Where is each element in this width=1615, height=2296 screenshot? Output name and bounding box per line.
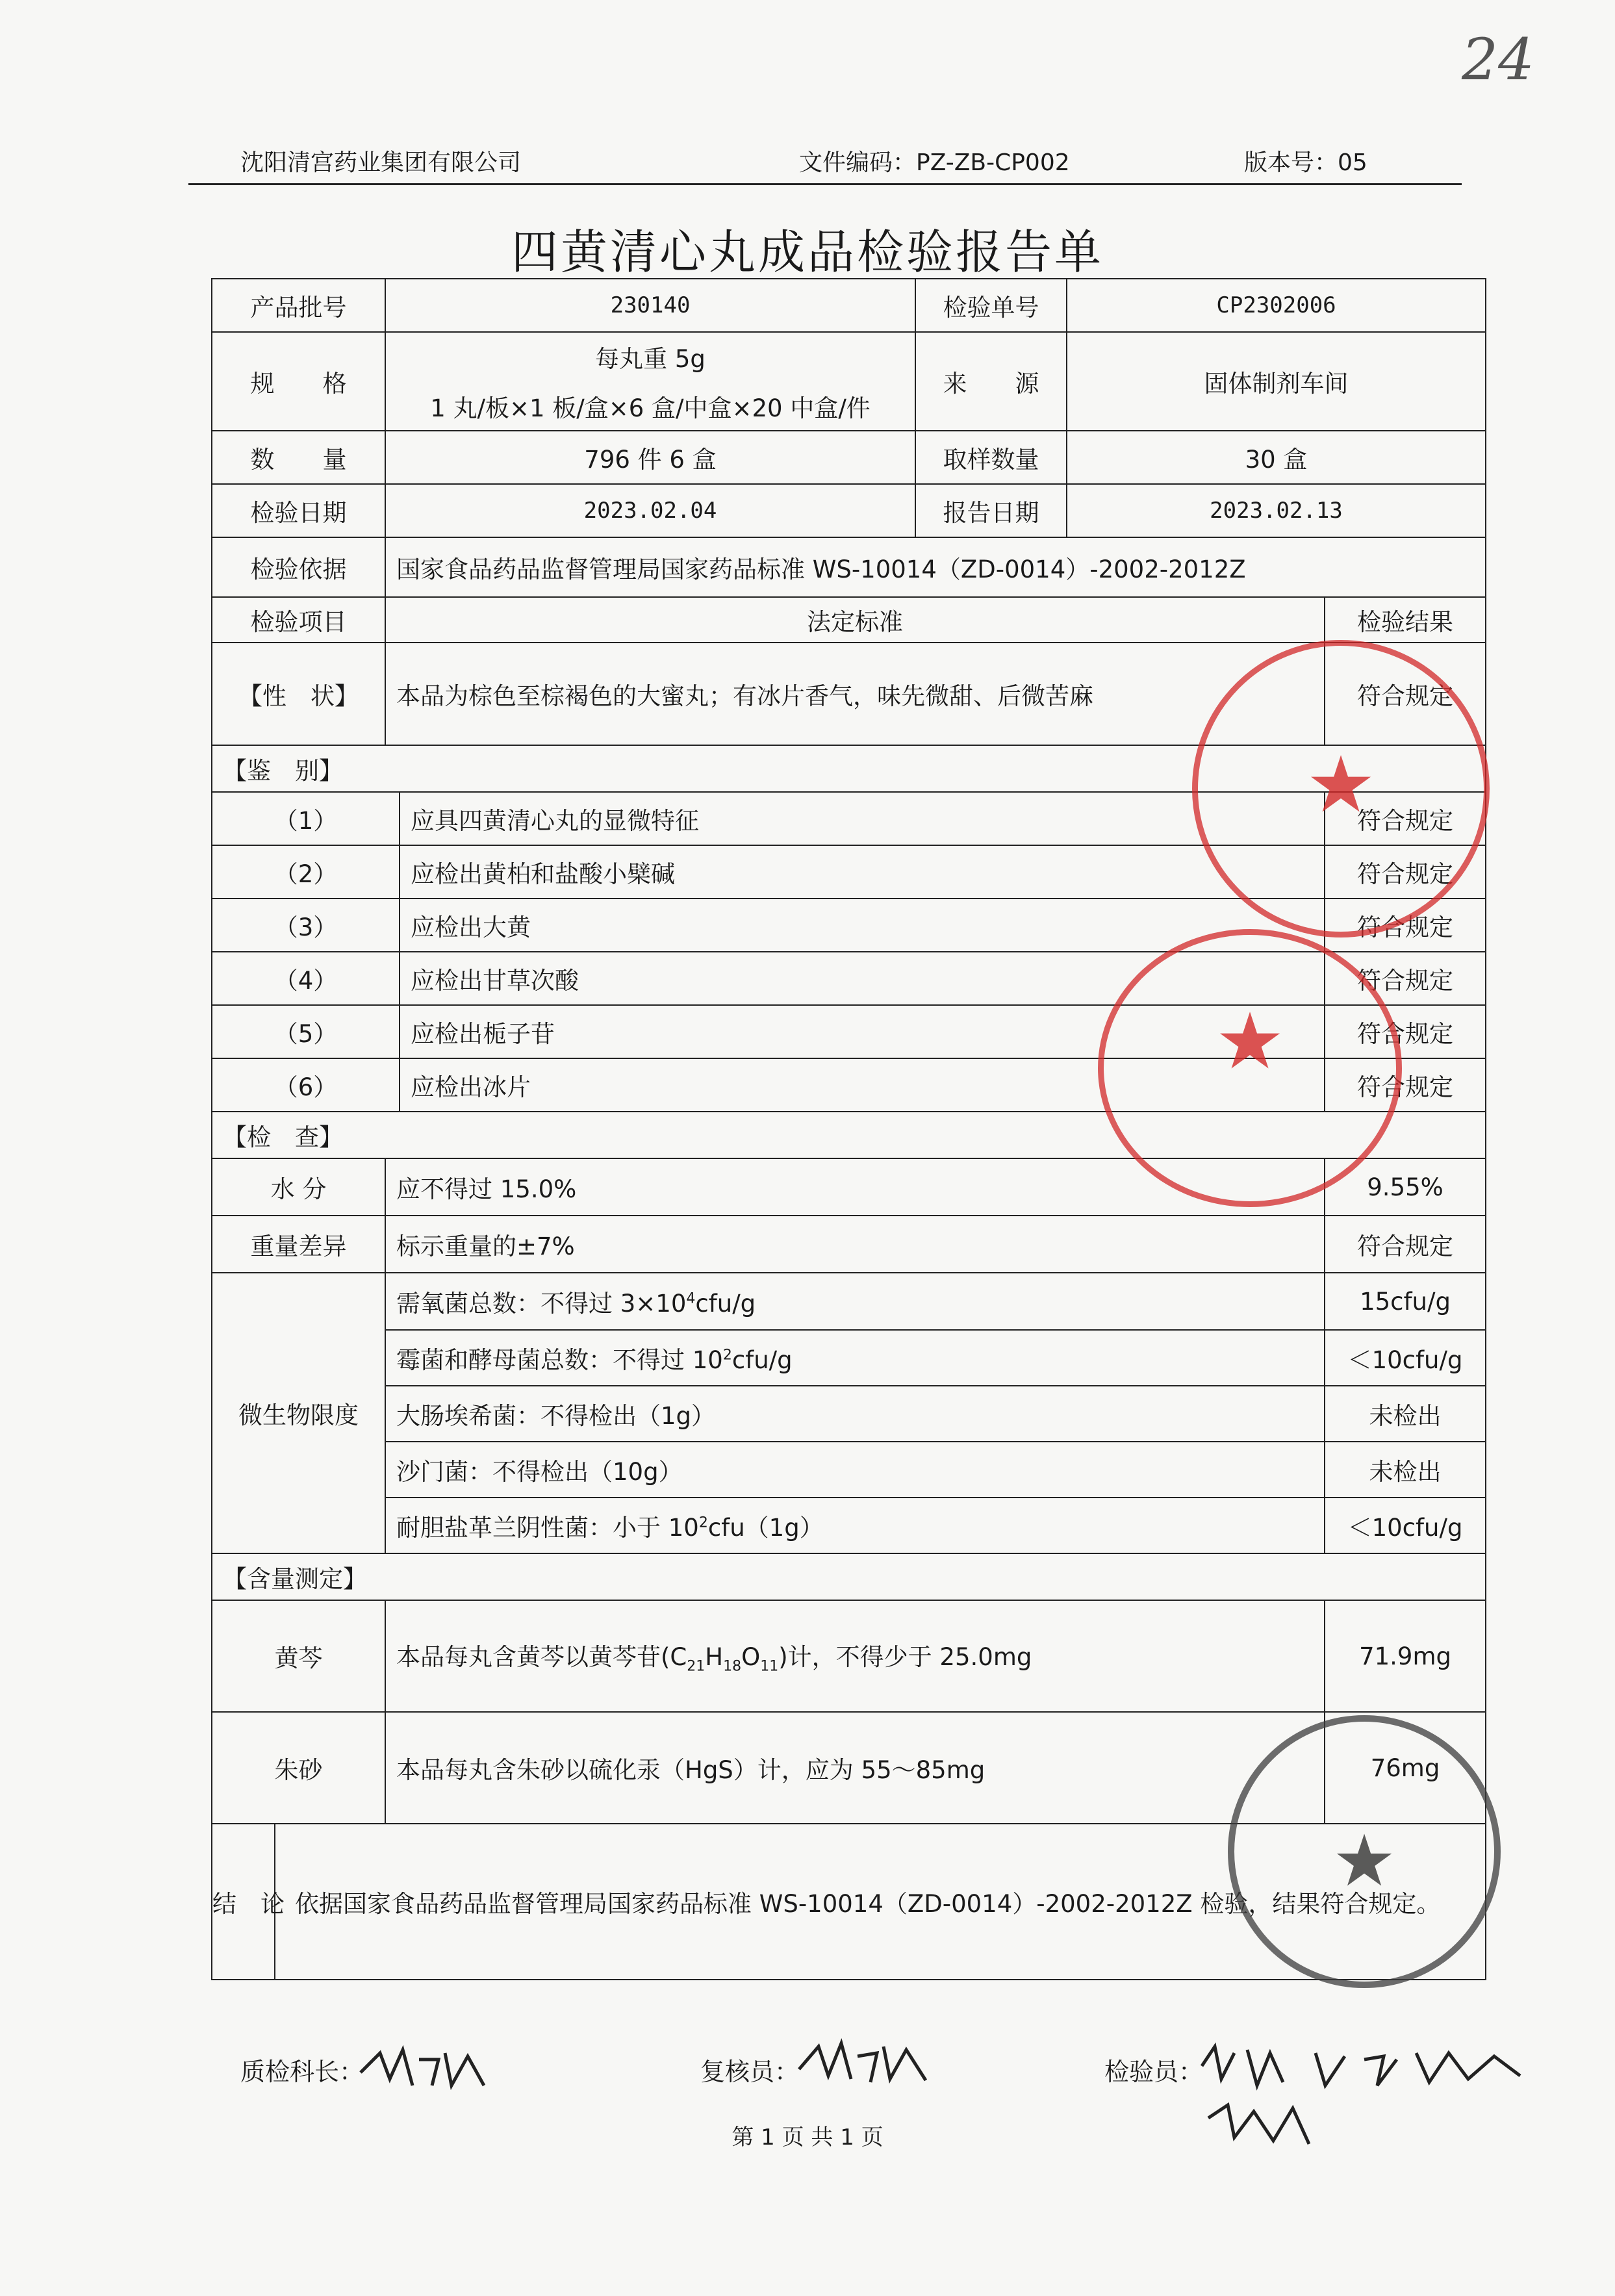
huangqin-standard-text: 本品每丸含黄芩以黄芩苷(C xyxy=(396,1643,687,1672)
micro-standard-text: 需氧菌总数：不得过 3×10 xyxy=(396,1290,687,1318)
page-mark: 24 xyxy=(1462,26,1534,93)
id-standard: 应具四黄清心丸的显微特征 xyxy=(400,792,1325,845)
micro-standard-text: 霉菌和酵母菌总数：不得过 10 xyxy=(396,1346,723,1374)
header-divider xyxy=(188,183,1462,185)
id-result: 符合规定 xyxy=(1325,952,1486,1005)
huangqin-standard xyxy=(385,1600,1325,1712)
star-icon: ★ xyxy=(1215,997,1285,1087)
id-result: 符合规定 xyxy=(1325,899,1486,952)
micro-standard xyxy=(385,1386,1325,1442)
micro-result: ＜10cfu/g xyxy=(1325,1498,1486,1553)
col-header-result: 检验结果 xyxy=(1325,597,1486,643)
micro-standard xyxy=(385,1498,1325,1553)
micro-standard-text: 耐胆盐革兰阴性菌：小于 10 xyxy=(396,1514,699,1542)
micro-standard-text: 沙门菌：不得检出（10g） xyxy=(396,1458,683,1486)
huangqin-standard-tail: )计，不得少于 25.0mg xyxy=(778,1643,1032,1672)
zhusha-name: 朱砂 xyxy=(212,1712,385,1824)
test-date-value: 2023.02.04 xyxy=(385,484,915,537)
exponent: 2 xyxy=(698,1514,708,1531)
micro-name: 微生物限度 xyxy=(212,1273,385,1553)
spec-line-1: 每丸重 5g xyxy=(595,345,706,373)
report-date-value: 2023.02.13 xyxy=(1067,484,1486,537)
appearance-label: 【性 状】 xyxy=(212,643,385,745)
weight-standard: 标示重量的±7% xyxy=(385,1216,1325,1273)
micro-standard xyxy=(385,1442,1325,1498)
micro-standard-unit: cfu（1g） xyxy=(707,1514,824,1542)
id-standard: 应检出甘草次酸 xyxy=(400,952,1325,1005)
id-no: （3） xyxy=(212,899,400,952)
page-title: 四黄清心丸成品检验报告单 xyxy=(511,225,1104,279)
order-label: 检验单号 xyxy=(915,279,1067,332)
order-value: CP2302006 xyxy=(1067,279,1486,332)
id-standard: 应检出大黄 xyxy=(400,899,1325,952)
formula-atom: O xyxy=(741,1643,761,1672)
quantity-label: 数 量 xyxy=(212,431,385,484)
appearance-result: 符合规定 xyxy=(1325,643,1486,745)
micro-standard-unit: cfu/g xyxy=(695,1290,756,1318)
inspection-header: 【检 查】 xyxy=(212,1112,1486,1158)
micro-standard-text: 大肠埃希菌：不得检出（1g） xyxy=(396,1402,716,1430)
batch-value: 230140 xyxy=(385,279,915,332)
huangqin-result: 71.9mg xyxy=(1325,1600,1486,1712)
batch-label: 产品批号 xyxy=(212,279,385,332)
id-no: （1） xyxy=(212,792,400,845)
micro-standard xyxy=(385,1330,1325,1386)
page-footer: 第 1 页 共 1 页 xyxy=(731,2124,884,2150)
spec-label: 规 格 xyxy=(212,332,385,431)
chief-label: 质检科长： xyxy=(240,2058,364,2086)
weight-result: 符合规定 xyxy=(1325,1216,1486,1273)
file-code: 文件编码：PZ-ZB-CP002 xyxy=(799,149,1070,176)
quantity-value: 796 件 6 盒 xyxy=(385,431,915,484)
micro-standard-unit: cfu/g xyxy=(731,1346,793,1374)
col-header-standard: 法定标准 xyxy=(385,597,1325,643)
zhusha-standard: 本品每丸含朱砂以硫化汞（HgS）计，应为 55～85mg xyxy=(385,1712,1325,1824)
spec-line-2: 1 丸/板×1 板/盒×6 盒/中盒×20 中盒/件 xyxy=(430,394,871,422)
micro-result: 未检出 xyxy=(1325,1386,1486,1442)
star-icon: ★ xyxy=(1332,1819,1397,1902)
water-name: 水 分 xyxy=(212,1158,385,1216)
company-name: 沈阳清宫药业集团有限公司 xyxy=(240,149,522,176)
spec-value xyxy=(385,332,915,431)
reviewer-label: 复核员： xyxy=(700,2058,800,2086)
id-result: 符合规定 xyxy=(1325,792,1486,845)
basis-value: 国家食品药品监督管理局国家药品标准 WS-10014（ZD-0014）-2002-2012Z xyxy=(385,537,1486,597)
test-date-label: 检验日期 xyxy=(212,484,385,537)
weight-name: 重量差异 xyxy=(212,1216,385,1273)
appearance-standard: 本品为棕色至棕褐色的大蜜丸；有冰片香气，味先微甜、后微苦麻 xyxy=(385,643,1325,745)
micro-result: ＜10cfu/g xyxy=(1325,1330,1486,1386)
zhusha-result: 76mg xyxy=(1325,1712,1486,1824)
micro-result: 未检出 xyxy=(1325,1442,1486,1498)
basis-label: 检验依据 xyxy=(212,537,385,597)
source-value: 固体制剂车间 xyxy=(1067,332,1486,431)
id-result: 符合规定 xyxy=(1325,1005,1486,1058)
water-standard: 应不得过 15.0% xyxy=(385,1158,1325,1216)
id-no: （2） xyxy=(212,845,400,899)
id-no: （5） xyxy=(212,1005,400,1058)
sample-label: 取样数量 xyxy=(915,431,1067,484)
version-number: 版本号：05 xyxy=(1244,149,1367,176)
huangqin-name: 黄芩 xyxy=(212,1600,385,1712)
quality-stamp-1 xyxy=(1192,640,1490,938)
source-label: 来 源 xyxy=(915,332,1067,431)
water-result: 9.55% xyxy=(1325,1158,1486,1216)
reviewer-signature xyxy=(793,2034,935,2101)
id-standard: 应检出黄柏和盐酸小檗碱 xyxy=(400,845,1325,899)
sample-value: 30 盒 xyxy=(1067,431,1486,484)
formula-atom: H xyxy=(705,1643,724,1672)
id-standard: 应检出冰片 xyxy=(400,1058,1325,1112)
chief-signature xyxy=(354,2040,497,2108)
id-no: （4） xyxy=(212,952,400,1005)
company-stamp xyxy=(1228,1715,1501,1988)
micro-result: 15cfu/g xyxy=(1325,1273,1486,1330)
inspector-label: 检验员： xyxy=(1104,2058,1204,2086)
id-standard: 应检出栀子苷 xyxy=(400,1005,1325,1058)
inspector-signatures xyxy=(1195,2040,1533,2173)
id-result: 符合规定 xyxy=(1325,845,1486,899)
star-icon: ★ xyxy=(1306,740,1376,830)
exponent: 2 xyxy=(722,1347,732,1364)
quality-stamp-2 xyxy=(1098,929,1402,1207)
col-header-item: 检验项目 xyxy=(212,597,385,643)
id-result: 符合规定 xyxy=(1325,1058,1486,1112)
id-no: （6） xyxy=(212,1058,400,1112)
exponent: 4 xyxy=(686,1290,696,1307)
subscript: 18 xyxy=(723,1658,742,1675)
conclusion-label: 结 论 xyxy=(212,1824,275,1980)
assay-header: 【含量测定】 xyxy=(212,1553,1486,1600)
subscript: 21 xyxy=(687,1658,706,1675)
subscript: 11 xyxy=(760,1658,779,1675)
report-date-label: 报告日期 xyxy=(915,484,1067,537)
conclusion-text: 依据国家食品药品监督管理局国家药品标准 WS-10014（ZD-0014）-2002-2012Z 检验，结果符合规定。 xyxy=(275,1824,1486,1980)
identification-header: 【鉴 别】 xyxy=(212,745,1486,792)
micro-standard xyxy=(385,1273,1325,1330)
